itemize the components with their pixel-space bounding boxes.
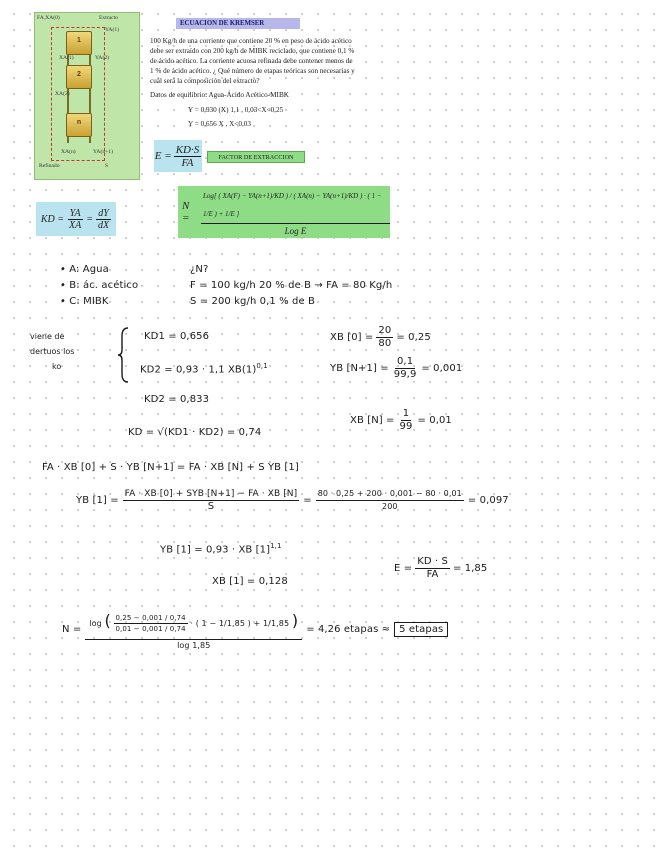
kd2-expression: KD2 = 0,93 · 1,1 $XB(1)^{0,1}$ bbox=[140, 362, 268, 376]
problem-statement: 100 Kg/h de una corriente que contiene 20 % en peso de ácido acético debe ser extraído con 200 kg/h de MIBK reciclado, que contiene 0,1 % de ácido acético. La corriente acuosa refinada debe contener menos de 1 % de ácido acético. ¿ Qué número de etapas teóricas son necesarias y cuál será la composición del extracto? bbox=[150, 37, 355, 85]
y2-label: YA(2) bbox=[95, 55, 109, 61]
yn1-label: YA(n+1) bbox=[93, 149, 113, 155]
mass-balance: FA · XB [0] + S · YB [N+1] = FA · XB [N] + S YB [1] bbox=[42, 462, 299, 473]
x1-label: XA(1) bbox=[59, 55, 74, 61]
margin-note-2: dertuos los bbox=[30, 347, 75, 356]
yb1-equilibrium-relation: YB [1] = 0,93 · XB $[1]^{1,1}$ bbox=[160, 542, 282, 556]
stage-n: n bbox=[66, 113, 92, 137]
kremser-title: ECUACION DE KREMSER bbox=[176, 18, 300, 29]
kd-geometric-mean: KD = √(KD1 · KD2) = 0,74 bbox=[128, 427, 262, 438]
feed-data: F = 100 kg/h 20 % de B → FA = 80 Kg/h bbox=[190, 280, 393, 291]
equilibrium-label: Datos de equilibrio: Agua-Ácido Acético-MIBK bbox=[150, 91, 289, 99]
stage-2: 2 bbox=[66, 65, 92, 89]
equilibrium-eq-2: Y = 0,656 X , X<0,03 bbox=[188, 120, 251, 128]
component-a: • A: Agua bbox=[60, 264, 109, 275]
extraction-factor-formula: E = $\frac{KD\cdot S}{FA}$ bbox=[154, 140, 202, 172]
equilibrium-eq-1: Y = 0,930 (X) 1,1 , 0,03<X<0,25 bbox=[188, 106, 284, 114]
ybn1-calculation: YB [N+1] = $\frac{0,1}{99,9}$ = 0,001 bbox=[330, 356, 463, 380]
y1-label: YA(1) bbox=[105, 27, 119, 33]
extraction-factor-label: FACTOR DE EXTRACCION bbox=[207, 151, 305, 163]
extraction-cascade-diagram bbox=[34, 12, 140, 180]
solvent-label: S bbox=[105, 163, 109, 169]
xbn-calculation: XB [N] = $\frac{1}{99}$ = 0,01 bbox=[350, 408, 452, 432]
final-answer-box: 5 etapas bbox=[394, 622, 448, 637]
feed-label: FA,XA(0) bbox=[37, 15, 60, 21]
x2-label: XA(2) bbox=[55, 91, 70, 97]
distribution-coefficient-formula: KD = $\frac{YA}{XA}$ = $\frac{dY}{dX}$ bbox=[36, 202, 116, 236]
stages-calculation: N = log ( $\frac{0,25 - 0,001 / 0,74}{0,01 - 0,001 / 0,74}$ · ( 1 − 1/1,85 ) + 1/1,85 ) log 1,85 = 4,26 etapas ≈ 5 etapas bbox=[62, 606, 448, 652]
margin-note-1: viene de bbox=[30, 332, 65, 341]
xb1-value: XB [1] = 0,128 bbox=[212, 576, 288, 587]
component-b: • B: ác. acético bbox=[60, 280, 139, 291]
component-c: • C: MIBK bbox=[60, 296, 109, 307]
xb0-calculation: XB [0] = $\frac{20}{80}$ = 0,25 bbox=[330, 325, 431, 349]
brace bbox=[116, 326, 132, 384]
unknown-n: ¿N? bbox=[190, 264, 209, 275]
raffinate-label: Refinado bbox=[39, 163, 60, 169]
margin-note-3: ko bbox=[52, 362, 62, 371]
kd2-value: KD2 = 0,833 bbox=[144, 394, 210, 405]
xn-label: XA(n) bbox=[61, 149, 76, 155]
solvent-data: S = 200 kg/h 0,1 % de B bbox=[190, 296, 315, 307]
extraction-factor-calculation: E = $\frac{KD \cdot S}{FA}$ = 1,85 bbox=[394, 556, 488, 580]
kd1-value: KD1 = 0,656 bbox=[144, 331, 210, 342]
yb1-calculation: YB [1] = $\frac{\text{FA · XB [0] + SYB [N+1] − FA · XB [N]}}{S}$ = $\frac{80 \cdot 0,25 + 200 \cdot 0,001 - 80 \cdot 0,01}{200}$ = 0,097 bbox=[76, 489, 509, 512]
stage-1: 1 bbox=[66, 31, 92, 55]
kremser-equation: N = Log[ ( XA(F) − YA(n+1)/KD ) / ( XA(n) − YA(n+1)/KD ) · ( 1 − 1/E ) + 1/E ] Log E bbox=[178, 186, 390, 238]
extract-label: Extracto bbox=[99, 15, 118, 21]
